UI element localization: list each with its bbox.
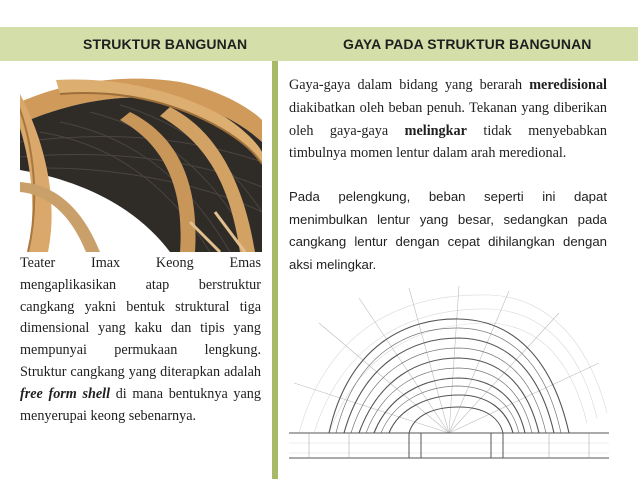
meredisional-term: meredisional bbox=[529, 77, 607, 93]
left-section-title: STRUKTUR BANGUNAN bbox=[83, 36, 248, 52]
right-section-title: GAYA PADA STRUKTUR BANGUNAN bbox=[343, 36, 592, 52]
theater-shell-roof-photo-icon bbox=[20, 72, 262, 252]
p1-text-a: Gaya-gaya dalam bidang yang berarah bbox=[289, 77, 530, 93]
meridional-forces-paragraph bbox=[289, 74, 607, 165]
p1-text-c: diakibatkan oleh beban penuh. Tekanan yang diberikan oleh gaya-gaya bbox=[289, 99, 607, 139]
left-text-end: di mana bentuknya yang menyerupai keong sebenarnya. bbox=[20, 385, 261, 424]
free-form-shell-term: free form shell bbox=[20, 385, 111, 402]
column-divider bbox=[272, 61, 278, 479]
left-description bbox=[20, 253, 261, 427]
arch-bending-paragraph: Pada pelengkung, beban seperti ini dapat menimbulkan lentur yang besar, sedangkan pada cangkang lentur dengan cepat dihilangkan dengan aksi melingkar. bbox=[289, 189, 607, 272]
melingkar-term: melingkar bbox=[404, 122, 467, 139]
shell-structure-wireframe-drawing-icon bbox=[289, 283, 609, 473]
shell-wireframe-drawing bbox=[289, 283, 609, 473]
theater-roof-photo bbox=[20, 72, 262, 252]
p1-text-e: tidak menyebabkan timbulnya momen lentur dalam arah meredional. bbox=[289, 122, 608, 162]
left-text-start: Teater Imax Keong Emas mengaplikasikan atap berstruktur cangkang yakni bentuk struktural tiga dimensional yang kaku dan tipis yang mempunyai permukaan lengkung. Struktur cangkang yang diterapkan adalah bbox=[20, 255, 261, 380]
